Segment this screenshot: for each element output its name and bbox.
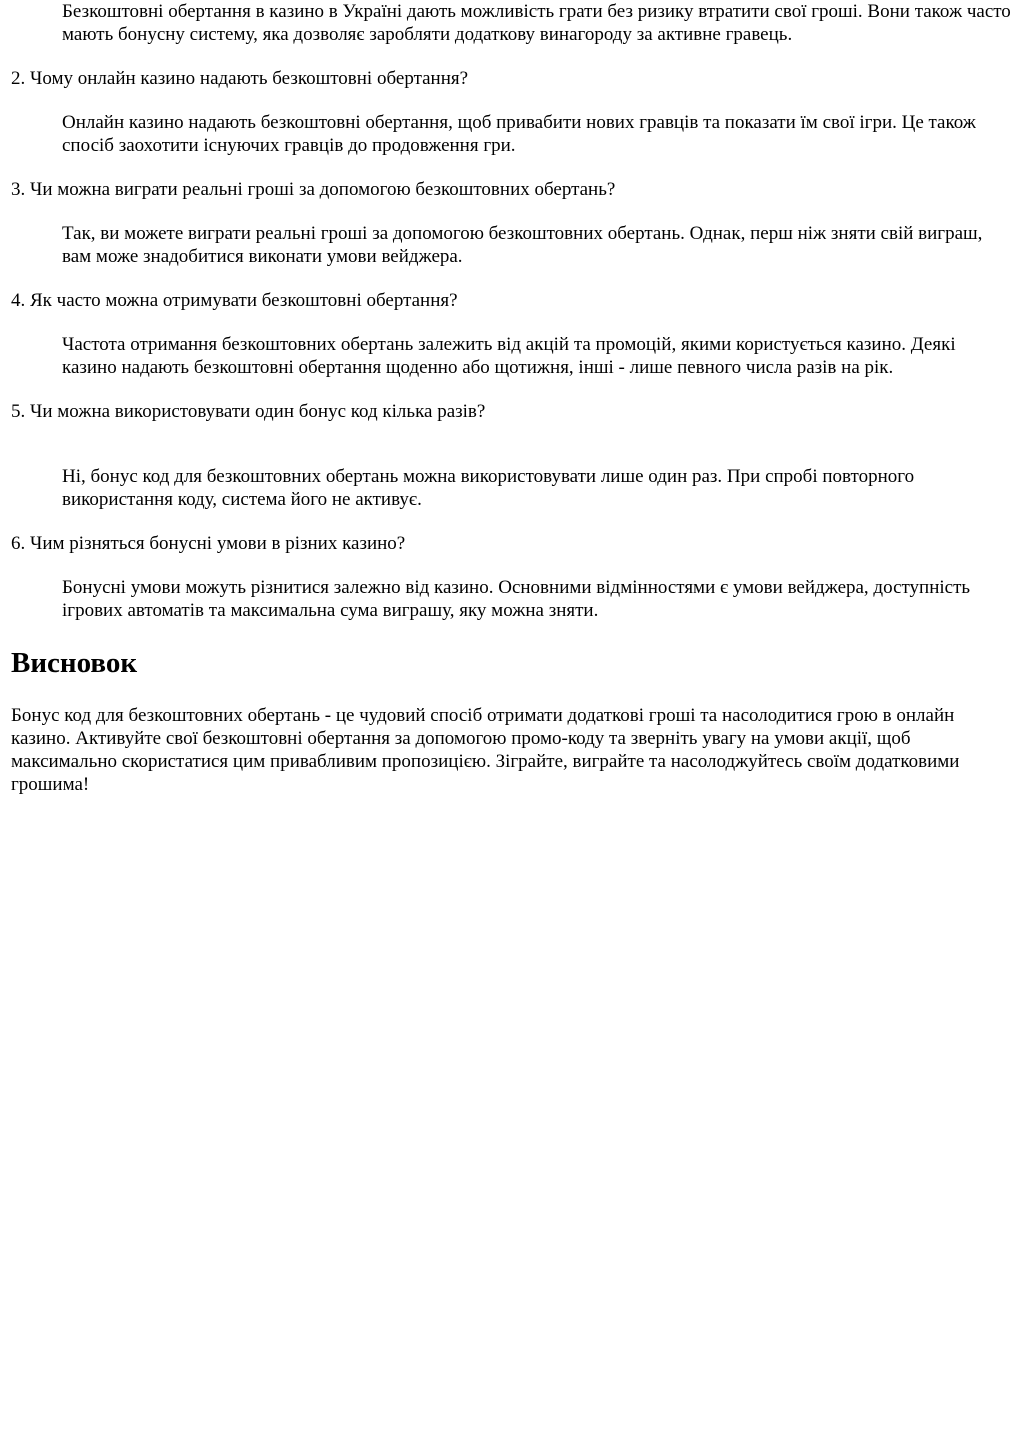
conclusion-paragraph: Бонус код для безкоштовних обертань - це чудовий спосіб отримати додаткові гроші та насолодитися грою в онлайн казино. Активуйте свої безкоштовні обертання за допомогою промо-коду та зверніть увагу на умови акції, щоб максимально скористатися цим привабливим пропозицією. Зіграйте, виграйте та насолоджуйтесь своїм додатковими грошима! xyxy=(11,705,960,795)
faq-question-2: 2. Чому онлайн казино надають безкоштовні обертання? xyxy=(11,68,469,89)
faq-answer-4: Частота отримання безкоштовних обертань залежить від акцій та промоцій, якими користується казино. Деякі казино надають безкоштовні обертання щоденно або щотижня, інші - лише певного числа разів на рік. xyxy=(62,334,956,378)
faq-answer-1: Безкоштовні обертання в казино в Україні дають можливість грати без ризику втратити свої гроші. Вони також часто мають бонусну систему, яка дозволяє заробляти додаткову винагороду за активне гравець. xyxy=(62,1,1011,45)
conclusion-heading: Висновок xyxy=(11,647,138,679)
faq-question-6: 6. Чим різняться бонусні умови в різних казино? xyxy=(11,533,406,554)
faq-answer-5: Ні, бонус код для безкоштовних обертань можна використовувати лише один раз. При спробі повторного використання коду, система його не активує. xyxy=(62,466,915,510)
faq-question-3: 3. Чи можна виграти реальні гроші за допомогою безкоштовних обертань? xyxy=(11,179,616,200)
faq-answer-3: Так, ви можете виграти реальні гроші за допомогою безкоштовних обертань. Однак, перш ніж зняти свій виграш, вам може знадобитися виконати умови вейджера. xyxy=(62,223,983,267)
faq-answer-2: Онлайн казино надають безкоштовні обертання, щоб привабити нових гравців та показати їм свої ігри. Це також спосіб заохотити існуючих гравців до продовження гри. xyxy=(62,112,976,156)
faq-answer-6: Бонусні умови можуть різнитися залежно від казино. Основними відмінностями є умови вейджера, доступність ігрових автоматів та максимальна сума виграшу, яку можна зняти. xyxy=(62,577,971,621)
faq-question-5: 5. Чи можна використовувати один бонус код кілька разів? xyxy=(11,401,486,422)
faq-question-4: 4. Як часто можна отримувати безкоштовні обертання? xyxy=(11,290,458,311)
